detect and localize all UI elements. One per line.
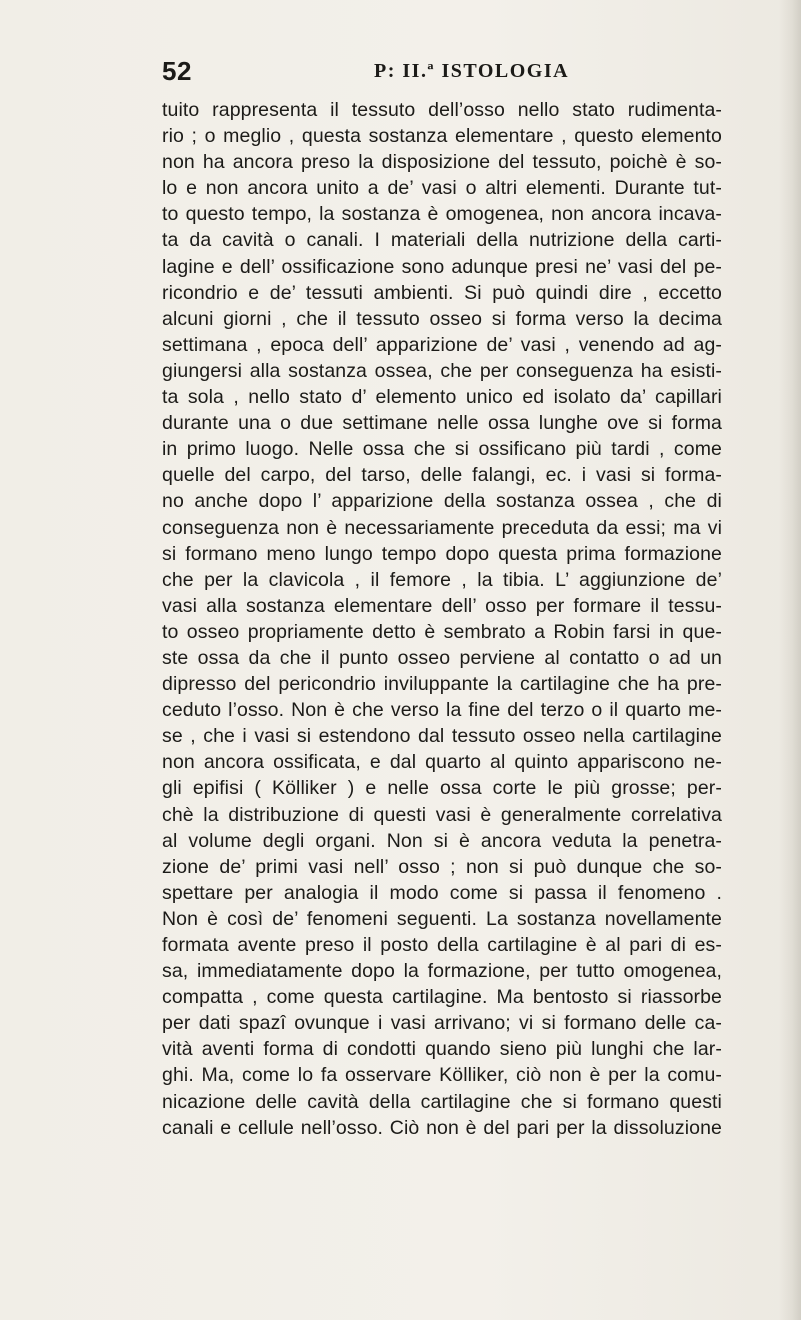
text-line: se , che i vasi si estendono dal tessuto osseo nella cartilagine — [162, 725, 722, 748]
text-line: settimana , epoca dell’ apparizione de’ vasi , venendo ad ag- — [162, 333, 722, 356]
text-line: lo e non ancora unito a de’ vasi o altri elementi. Durante tut- — [162, 177, 722, 200]
text-line: non ancora ossificata, e dal quarto al quinto appariscono ne- — [162, 751, 722, 774]
section-title: P: II.ª ISTOLOGIA — [374, 60, 570, 82]
text-line: compatta , come questa cartilagine. Ma bentosto si riassorbe — [162, 986, 722, 1009]
running-header — [162, 56, 722, 92]
text-line: si formano meno lungo tempo dopo questa prima formazione — [162, 542, 722, 565]
text-line: nicazione delle cavità della cartilagine che si formano questi — [162, 1090, 722, 1113]
text-line: rio ; o meglio , questa sostanza elementare , questo elemento — [162, 125, 722, 148]
text-line: spettare per analogia il modo come si passa il fenomeno . — [162, 881, 722, 904]
text-line: ta sola , nello stato d’ elemento unico ed isolato da’ capillari — [162, 386, 722, 409]
text-line: giungersi alla sostanza ossea, che per conseguenza ha esisti- — [162, 359, 722, 382]
text-line: durante una o due settimane nelle ossa lunghe ove si forma — [162, 412, 722, 435]
text-line: vasi alla sostanza elementare dell’ osso per formare il tessu- — [162, 594, 722, 617]
text-line: ta da cavità o canali. I materiali della nutrizione della carti- — [162, 229, 722, 252]
text-line: no anche dopo l’ apparizione della sostanza ossea , che di — [162, 490, 722, 513]
text-line: Non è così de’ fenomeni seguenti. La sostanza novellamente — [162, 907, 722, 930]
text-line: to questo tempo, la sostanza è omogenea, non ancora incava- — [162, 203, 722, 226]
text-line: ricondrio e de’ tessuti ambienti. Si può quindi dire , eccetto — [162, 281, 722, 304]
text-line: ceduto l’osso. Non è che verso la fine del terzo o il quarto me- — [162, 699, 722, 722]
text-line: quelle del carpo, del tarso, delle falangi, ec. i vasi si forma- — [162, 464, 722, 487]
text-line: che per la clavicola , il femore , la tibia. L’ aggiunzione de’ — [162, 568, 722, 591]
text-line: ghi. Ma, come lo fa osservare Kölliker, ciò non è per la comu- — [162, 1064, 722, 1087]
text-line: in primo luogo. Nelle ossa che si ossificano più tardi , come — [162, 438, 722, 461]
body-text — [162, 97, 722, 1141]
text-line: per dati spazî ovunque i vasi arrivano; vi si formano delle ca- — [162, 1012, 722, 1035]
page-edge-shadow — [779, 0, 801, 1320]
text-line: to osseo propriamente detto è sembrato a Robin farsi in que- — [162, 620, 722, 643]
text-line: ste ossa da che il punto osseo perviene al contatto o ad un — [162, 646, 722, 669]
text-line: conseguenza non è necessariamente preceduta da essi; ma vi — [162, 516, 722, 539]
text-line: non ha ancora preso la disposizione del tessuto, poichè è so- — [162, 151, 722, 174]
text-line: alcuni giorni , che il tessuto osseo si forma verso la decima — [162, 307, 722, 330]
page-number: 52 — [162, 56, 192, 86]
text-line: dipresso del pericondrio inviluppante la cartilagine che ha pre- — [162, 673, 722, 696]
text-line: vità aventi forma di condotti quando sieno più lunghi che lar- — [162, 1038, 722, 1061]
text-line: tuito rappresenta il tessuto dell’osso nello stato rudimenta- — [162, 99, 722, 121]
text-line: canali e cellule nell’osso. Ciò non è del pari per la dissoluzione — [162, 1116, 722, 1139]
text-line: zione de’ primi vasi nell’ osso ; non si può dunque che so- — [162, 855, 722, 878]
text-line: formata avente preso il posto della cartilagine è al pari di es- — [162, 934, 722, 956]
text-line: chè la distribuzione di questi vasi è generalmente correlativa — [162, 803, 722, 826]
text-line: gli epifisi ( Kölliker ) e nelle ossa corte le più grosse; per- — [162, 777, 722, 800]
text-line: sa, immediatamente dopo la formazione, per tutto omogenea, — [162, 960, 722, 983]
text-line: lagine e dell’ ossificazione sono adunque presi ne’ vasi del pe- — [162, 255, 722, 278]
text-line: al volume degli organi. Non si è ancora veduta la penetra- — [162, 829, 722, 852]
